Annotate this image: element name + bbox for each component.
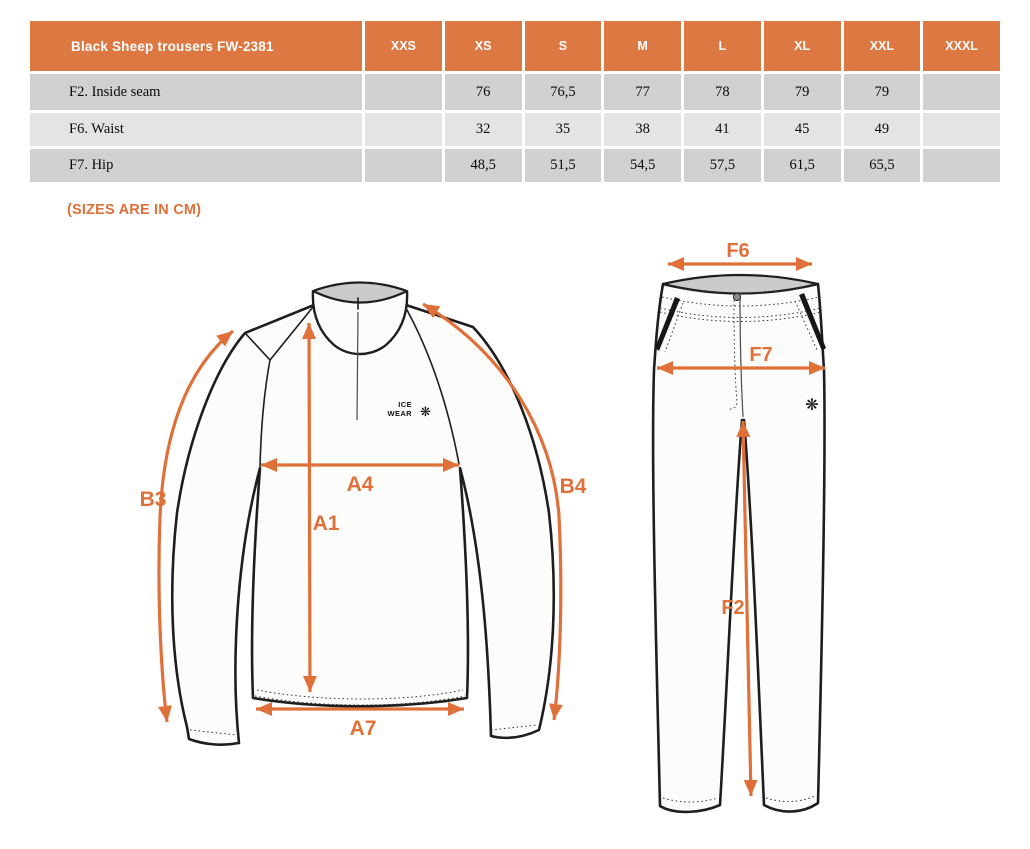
table-cell — [365, 113, 442, 146]
table-cell: 78 — [684, 74, 761, 110]
table-cell: 77 — [604, 74, 681, 110]
table-cell: 76 — [445, 74, 522, 110]
table-cell: 65,5 — [844, 149, 921, 182]
measure-label-b4: B4 — [559, 475, 587, 498]
table-cell: 45 — [764, 113, 841, 146]
size-header-xl: XL — [764, 21, 841, 71]
sizes-note: (SIZES ARE IN CM) — [67, 202, 202, 218]
size-header-xxl: XXL — [844, 21, 921, 71]
table-cell — [365, 149, 442, 182]
table-title-cell: Black Sheep trousers FW-2381 — [30, 21, 362, 71]
table-cell: 57,5 — [684, 149, 761, 182]
trousers-outline — [653, 284, 824, 812]
measure-label-a1: A1 — [312, 512, 340, 535]
table-cell: 32 — [445, 113, 522, 146]
table-cell: 61,5 — [764, 149, 841, 182]
table-cell: 48,5 — [445, 149, 522, 182]
size-header-xs: XS — [445, 21, 522, 71]
size-header-m: M — [604, 21, 681, 71]
table-cell: 41 — [684, 113, 761, 146]
table-cell: 51,5 — [525, 149, 602, 182]
logo-line-1: ICE — [398, 400, 412, 409]
size-header-l: L — [684, 21, 761, 71]
size-header-xxs: XXS — [365, 21, 442, 71]
table-cell — [923, 149, 1000, 182]
snowflake-icon: ❋ — [805, 395, 819, 414]
row-label-inside-seam: F2. Inside seam — [30, 74, 362, 110]
shirt-diagram — [120, 248, 620, 758]
row-label-waist: F6. Waist — [30, 113, 362, 146]
table-cell: 54,5 — [604, 149, 681, 182]
measure-arrow-a1 — [309, 323, 310, 692]
trousers-diagram — [630, 240, 860, 830]
table-cell — [923, 113, 1000, 146]
measure-label-f2: F2 — [721, 597, 745, 619]
table-cell: 76,5 — [525, 74, 602, 110]
measure-label-a7: A7 — [349, 717, 377, 740]
table-cell — [923, 74, 1000, 110]
measure-label-f7: F7 — [749, 344, 773, 366]
size-header-s: S — [525, 21, 602, 71]
size-header-xxxl: XXXL — [923, 21, 1000, 71]
measure-label-a4: A4 — [346, 473, 374, 496]
measure-label-f6: F6 — [726, 240, 750, 262]
snowflake-icon: ❋ — [420, 405, 431, 420]
table-cell: 49 — [844, 113, 921, 146]
size-table — [30, 21, 1000, 182]
table-cell: 79 — [844, 74, 921, 110]
row-label-hip: F7. Hip — [30, 149, 362, 182]
logo-line-2: WEAR — [387, 409, 412, 418]
waist-button — [733, 293, 740, 300]
table-cell: 79 — [764, 74, 841, 110]
shirt-outline — [172, 305, 554, 745]
table-cell — [365, 74, 442, 110]
measure-label-b3: B3 — [139, 488, 167, 511]
table-cell: 35 — [525, 113, 602, 146]
table-cell: 38 — [604, 113, 681, 146]
